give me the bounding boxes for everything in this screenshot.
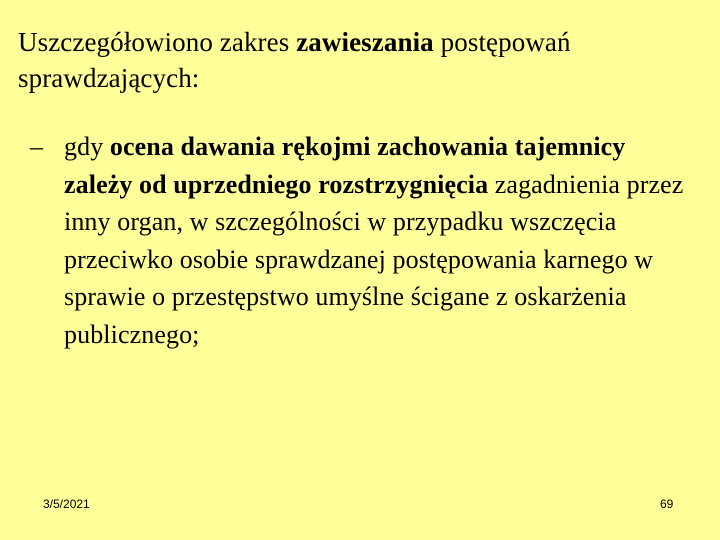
heading-text-part1: Uszczegółowiono zakres — [18, 27, 297, 57]
heading-text-part3: postępowań sprawdzających: — [18, 27, 571, 93]
bullet-text-part1: gdy — [64, 132, 110, 161]
slide-heading — [18, 24, 708, 96]
bullet-dash-marker: – — [30, 132, 43, 161]
footer-date: 3/5/2021 — [43, 497, 90, 511]
bullet-text-part3: zagadnienia przez inny organ, w szczególności w przypadku wszczęcia przeciwko osobie sprawdzanej postępowania karnego w sprawie o przestępstwo umyślne ścigane z oskarżenia publicznego; — [64, 169, 684, 349]
heading-text-bold: zawieszania — [296, 27, 434, 57]
bullet-text — [64, 128, 694, 353]
footer-page-number: 69 — [660, 497, 674, 511]
bullet-text-bold: ocena dawania rękojmi zachowania tajemnicy zależy od uprzedniego rozstrzygnięcia — [64, 132, 626, 199]
